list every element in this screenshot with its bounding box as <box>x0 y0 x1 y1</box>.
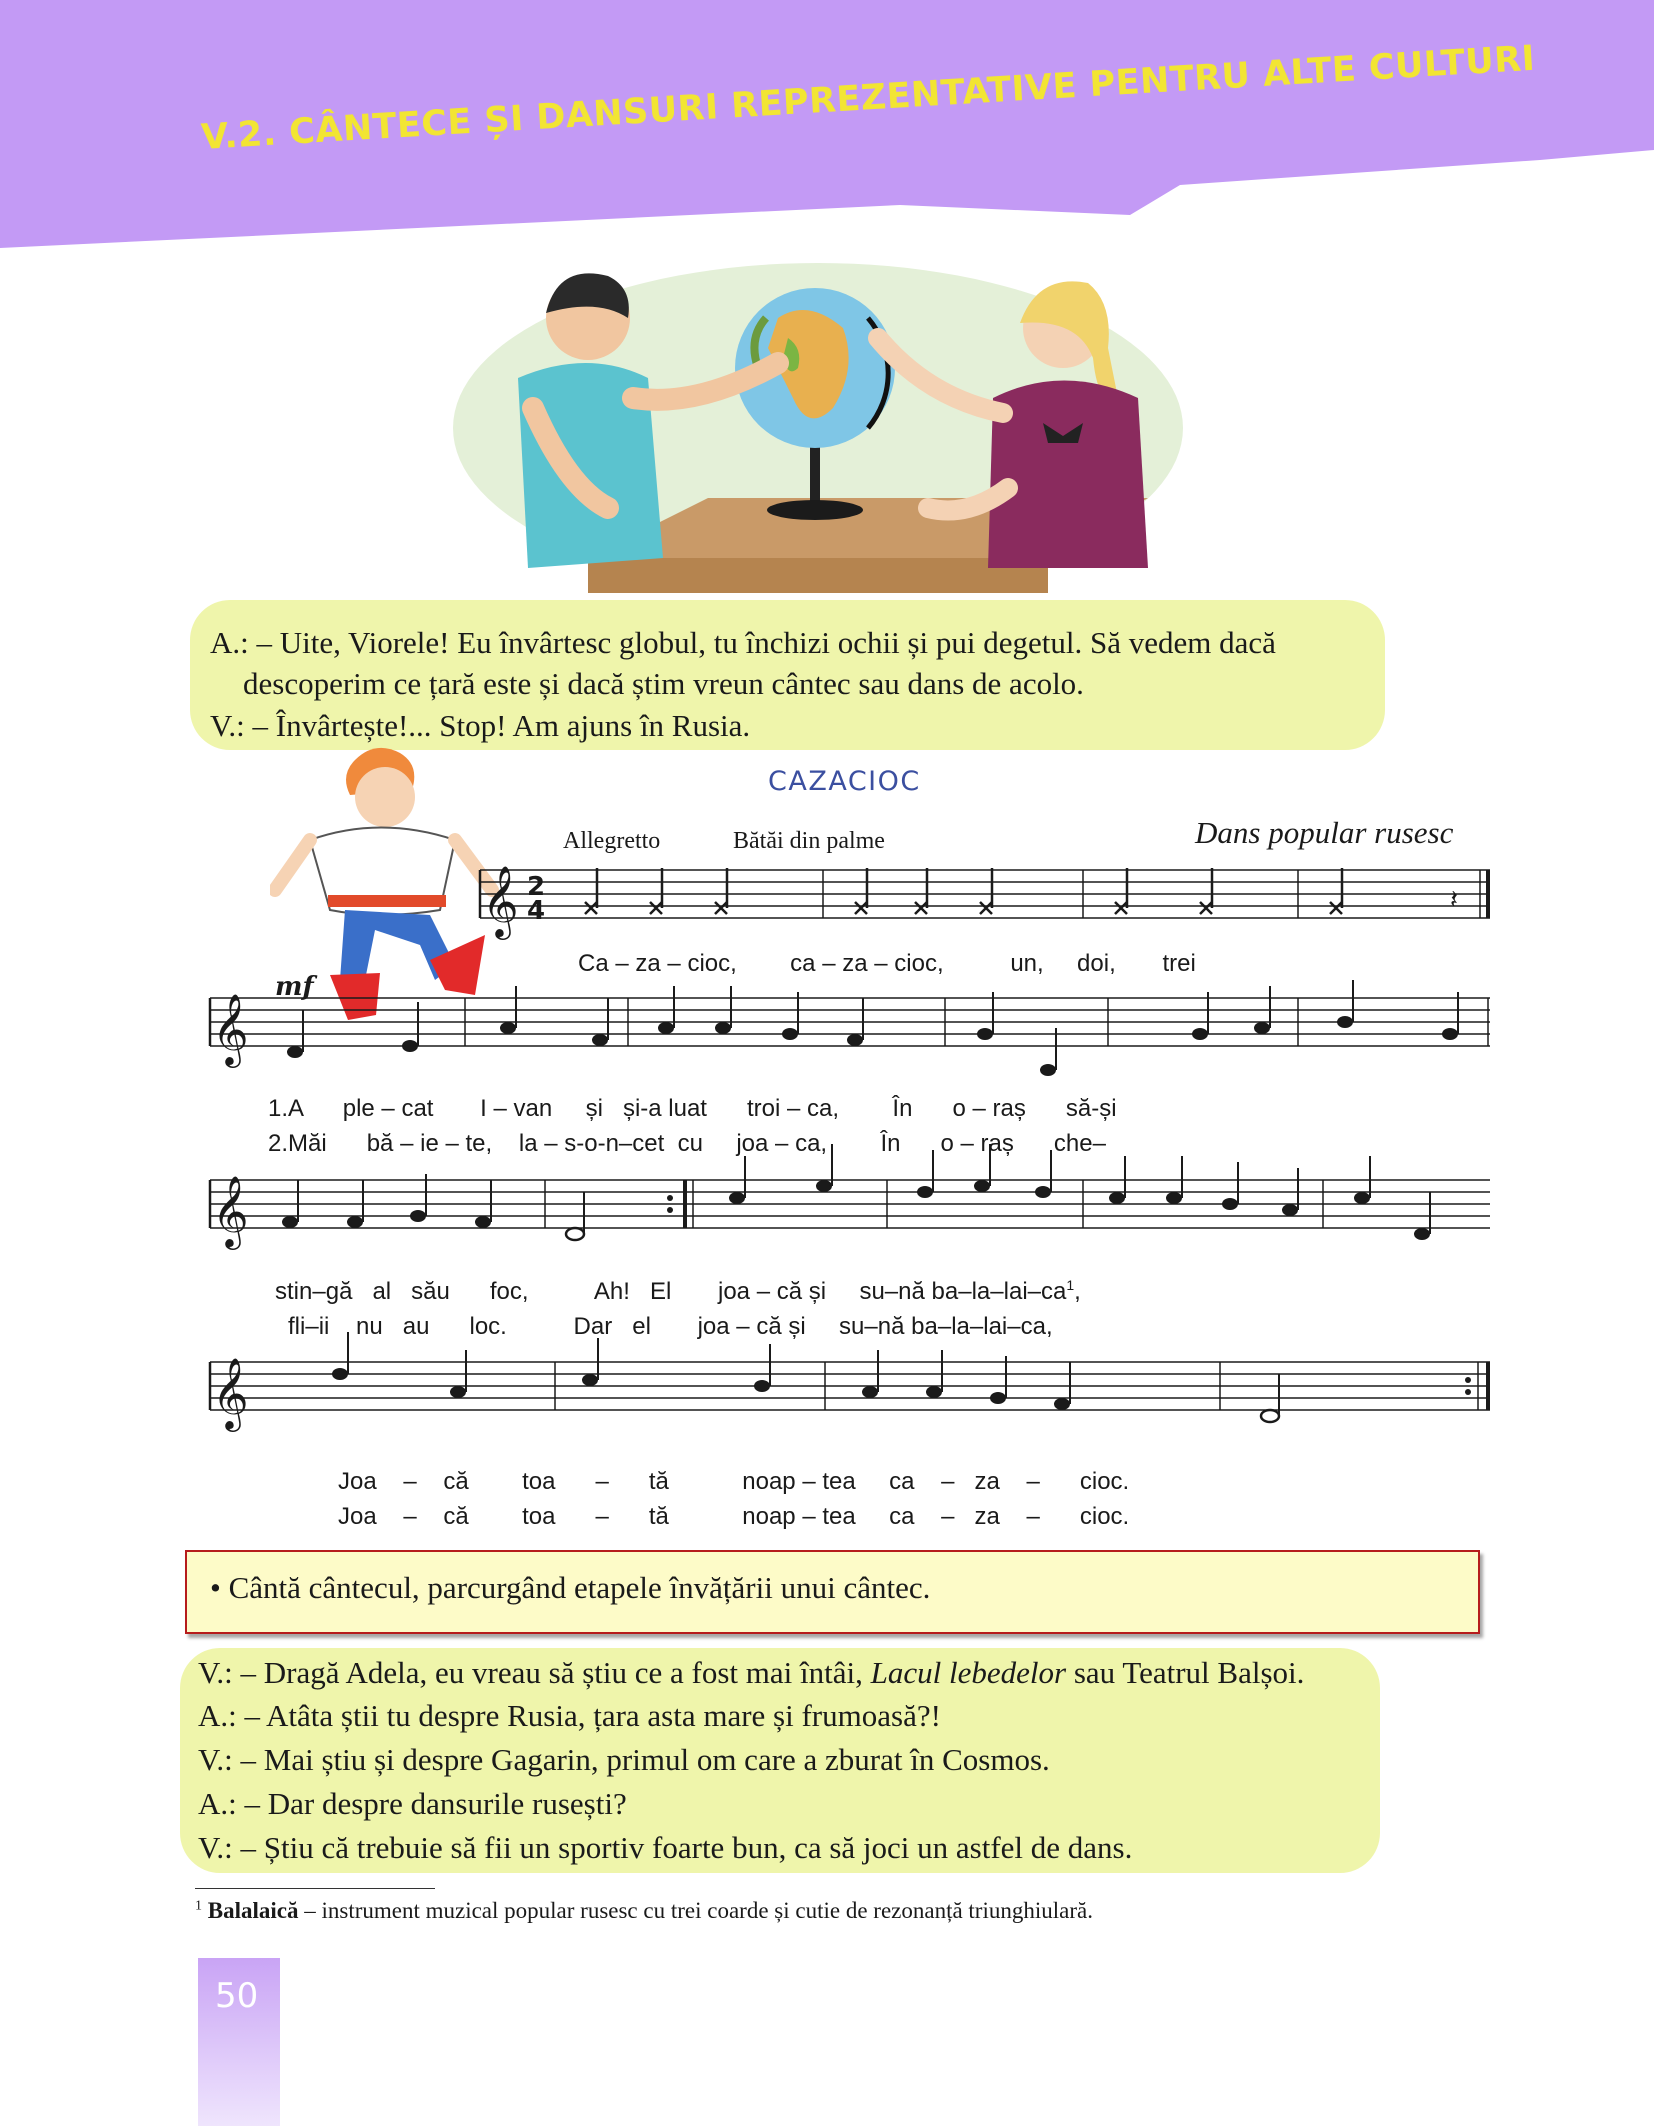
svg-text:𝄞: 𝄞 <box>212 1174 249 1247</box>
lyrics-staff-3-verse-1: stin–gă al său foc, Ah! El joa – că și su–nă $ba-la-lai-ca^1$, <box>275 1277 1081 1305</box>
svg-text:4: 4 <box>527 896 546 926</box>
dialog-line-1: A.: – Uite, Viorele! Eu învârtesc globul, tu închizi ochii și pui degetul. Să vedem dacă <box>210 625 1276 660</box>
dialog-line-2: descoperim ce țară este și dacă știm vreun cântec sau dans de acolo. <box>243 666 1084 701</box>
dialog-bottom-line-1: V.: – Dragă Adela, eu vreau să știu ce a fost mai întâi, Lacul lebedelor sau Teatrul Balșoi. <box>198 1655 1305 1690</box>
dialog-line-3: V.: – Învârtește!... Stop! Am ajuns în Rusia. <box>210 708 751 743</box>
svg-text:𝄞: 𝄞 <box>482 864 519 937</box>
svg-text:2: 2 <box>527 872 546 902</box>
dialog-bottom-line-4: A.: – Dar despre dansurile rusești? <box>198 1786 627 1821</box>
tempo-marking: Allegretto <box>563 828 661 854</box>
lyrics-staff-3-verse-2: fli–ii nu au loc. Dar el joa – că și su–nă ba–la–lai–ca, <box>288 1313 1053 1340</box>
song-title: CAZACIOC <box>768 766 921 797</box>
lyrics-staff-2-verse-1: 1.A ple – cat I – van și și-a luat troi – ca, În o – raș să-și <box>268 1095 1117 1122</box>
task-text: • Cântă cântecul, parcurgând etapele învățării unui cântec. <box>210 1570 931 1605</box>
footnote: $^1$ Balalaică – instrument muzical popular rusesc cu trei coarde și cutie de rezonanță triunghiulară. <box>195 1898 1093 1923</box>
svg-text:𝄞: 𝄞 <box>212 1356 249 1429</box>
lyrics-staff-4-verse-1: Joa – că toa – tă noap – tea ca – za – cioc. <box>338 1468 1130 1495</box>
footnote-divider <box>195 1888 435 1889</box>
bullet: • <box>210 1570 221 1605</box>
lyrics-staff-2-verse-2: 2.Măi bă – ie – te, la – s-o-n–cet cu joa – ca, În o – raș che– <box>268 1130 1106 1157</box>
svg-text:𝄞: 𝄞 <box>212 992 249 1065</box>
chapter-title: V.2. CÂNTECE ȘI DANSURI REPREZENTATIVE PENTRU ALTE CULTURI <box>200 38 1537 158</box>
clap-instruction: Bătăi din palme <box>733 828 885 854</box>
page-number: 50 <box>215 1976 259 2016</box>
lyrics-staff-4-verse-2: Joa – că toa – tă noap – tea ca – za – cioc. <box>338 1503 1130 1530</box>
svg-text:mf: mf <box>275 972 314 1002</box>
children-globe-illustration <box>448 258 1188 598</box>
svg-text:𝄽: 𝄽 <box>1450 885 1458 915</box>
dialog-bottom-line-3: V.: – Mai știu și despre Gagarin, primul om care a zburat în Cosmos. <box>198 1742 1050 1777</box>
dialog-bottom-line-5: V.: – Știu că trebuie să fii un sportiv foarte bun, ca să joci un astfel de dans. <box>198 1830 1133 1865</box>
dialog-bottom-line-2: A.: – Atâta știi tu despre Rusia, țara asta mare și frumoasă?! <box>198 1698 941 1733</box>
lyrics-staff-1: Ca – za – cioc, ca – za – cioc, un, doi, trei <box>578 950 1196 977</box>
song-genre: Dans popular rusesc <box>1195 815 1454 850</box>
